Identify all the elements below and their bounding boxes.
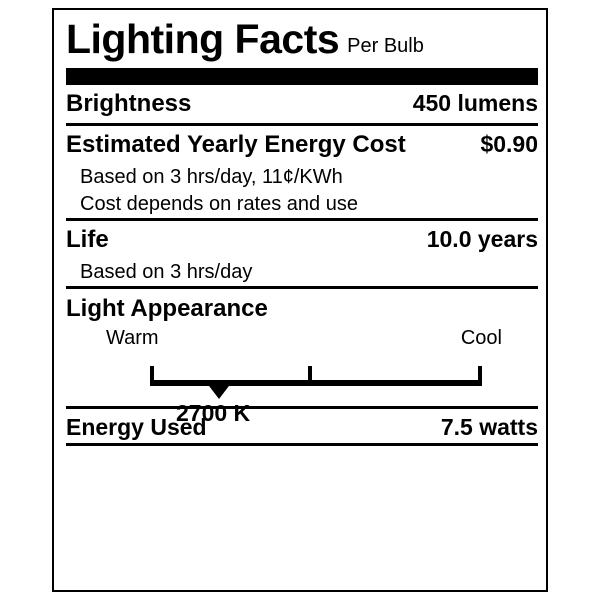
energy-cost-value: $0.90 bbox=[480, 131, 538, 158]
light-appearance-label: Light Appearance bbox=[66, 295, 268, 323]
appearance-scale bbox=[66, 354, 538, 427]
label-content bbox=[66, 18, 538, 456]
energy-cost-note-2: Cost depends on rates and use bbox=[80, 193, 358, 216]
lighting-facts-label bbox=[52, 8, 548, 592]
life-label: Life bbox=[66, 226, 109, 254]
title-sub-text: Per Bulb bbox=[347, 35, 424, 57]
label-title bbox=[66, 18, 538, 63]
energy-cost-note-1: Based on 3 hrs/day, 11¢/KWh bbox=[80, 166, 343, 189]
brightness-value: 450 lumens bbox=[412, 90, 538, 117]
scale-line bbox=[150, 380, 482, 386]
title-divider-bar bbox=[66, 68, 538, 85]
life-note-1: Based on 3 hrs/day bbox=[80, 261, 253, 284]
energy-cost-row bbox=[66, 126, 538, 164]
color-temperature-value: 2700 K bbox=[176, 400, 251, 427]
energy-used-label: Energy Used bbox=[66, 414, 207, 441]
scale-label-cool: Cool bbox=[460, 327, 502, 350]
scale-marker-triangle-icon bbox=[206, 382, 232, 399]
appearance-scale-labels bbox=[66, 325, 538, 352]
energy-used-row bbox=[66, 409, 538, 443]
scale-label-warm: Warm bbox=[106, 327, 159, 350]
energy-cost-label: Estimated Yearly Energy Cost bbox=[66, 131, 406, 159]
title-main-text: Lighting Facts bbox=[66, 16, 340, 62]
brightness-row bbox=[66, 85, 538, 123]
life-row bbox=[66, 221, 538, 259]
energy-used-value: 7.5 watts bbox=[440, 414, 538, 441]
brightness-label: Brightness bbox=[66, 90, 192, 118]
bottom-spacer bbox=[66, 446, 538, 456]
life-value: 10.0 years bbox=[426, 226, 538, 253]
